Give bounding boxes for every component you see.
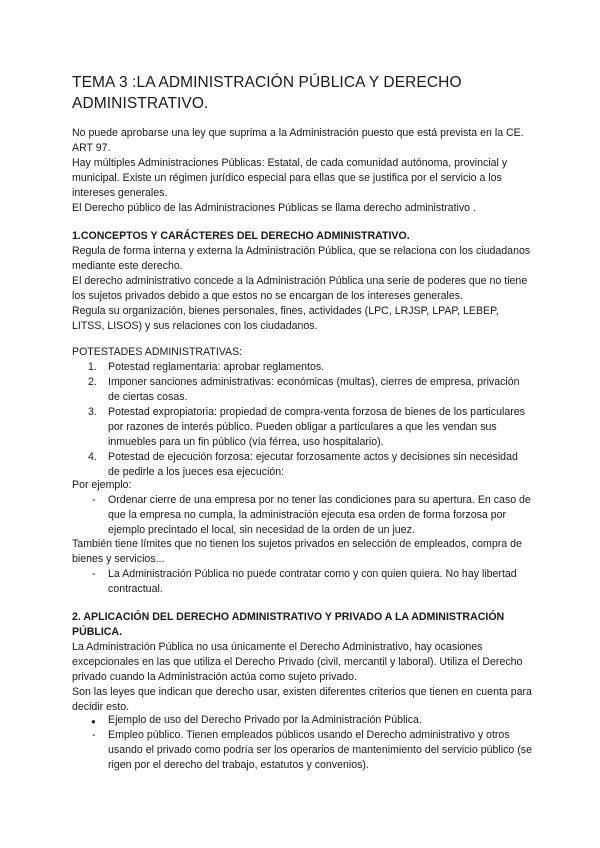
- section1-paragraph: El derecho administrativo concede a la Administración Pública una serie de poderes que no tiene los sujetos privados debido a que estos no se encargan de los intereses generales.: [72, 275, 528, 302]
- list-text: La Administración Pública no puede contratar como y con quien quiera. No hay libertad contractual.: [108, 568, 517, 595]
- list-text: Potestad expropiatoria: propiedad de compra-venta forzosa de bienes de los particulares por razones de interés público. Pueden obligar a particulares a que les vendan sus inmuebles para un fin público (vía férrea, uso hospitalario).: [108, 406, 525, 448]
- section1-body: [72, 244, 532, 334]
- list-text: Imponer sanciones administrativas: económicas (multas), cierres de empresa, privación de ciertas cosas.: [108, 376, 520, 403]
- limits-paragraph: También tiene límites que no tienen los sujetos privados en selección de empleados, compra de bienes y servicios...: [72, 538, 522, 565]
- list-item: [72, 405, 532, 450]
- potestades-heading: POTESTADES ADMINISTRATIVAS:: [72, 346, 243, 358]
- list-item: [72, 360, 532, 375]
- section1-paragraph: Regula su organización, bienes personales, fines, actividades (LPC, LRJSP, LPAP, LEBEP, LITSS, LISOS) y sus relaciones con los ciudadanos.: [72, 305, 499, 332]
- example-label: Por ejemplo:: [72, 479, 132, 491]
- potestades-list: [72, 360, 532, 480]
- section1-heading: 1.CONCEPTOS Y CARÁCTERES DEL DERECHO ADMINISTRATIVO.: [72, 230, 410, 242]
- example-list: [72, 493, 532, 538]
- section2-list: [72, 713, 532, 773]
- list-item: [72, 728, 532, 773]
- list-text: Potestad reglamentaria: aprobar reglamentos.: [108, 361, 325, 373]
- dash-mark: -: [92, 729, 96, 741]
- list-item: [72, 713, 532, 728]
- dash-mark: -: [92, 494, 96, 506]
- intro-block: [72, 126, 532, 216]
- intro-paragraph: El Derecho público de las Administraciones Públicas se llama derecho administrativo .: [72, 202, 476, 214]
- section2-heading: 2. APLICACIÓN DEL DERECHO ADMINISTRATIVO Y PRIVADO A LA ADMINISTRACIÓN PÚBLICA.: [72, 611, 505, 638]
- list-text: Potestad de ejecución forzosa: ejecutar forzosamente actos y decisiones sin necesidad de pedirle a los jueces esa ejecución:: [108, 451, 518, 478]
- list-text: Ordenar cierre de una empresa por no tener las condiciones para su apertura. En caso de que la empresa no cumpla, la administración ejecuta esa orden de forma forzosa por ejemplo precintado el local, sin necesidad de la orden de un juez.: [108, 494, 531, 536]
- list-item: [72, 493, 532, 538]
- list-item: [72, 450, 532, 480]
- section1-paragraph: Regula de forma interna y externa la Administración Pública, que se relaciona con los ciudadanos mediante este derecho.: [72, 245, 531, 272]
- list-number: 4.: [88, 451, 97, 463]
- list-number: 1.: [88, 361, 97, 373]
- list-number: 2.: [88, 376, 97, 388]
- list-item: [72, 567, 532, 597]
- bullet-mark: ●: [91, 717, 96, 726]
- limits-list: [72, 567, 532, 597]
- section2-paragraph: Son las leyes que indican que derecho usar, existen diferentes criterios que tienen en cuenta para decidir esto.: [72, 686, 532, 713]
- list-text: Empleo público. Tienen empleados públicos usando el Derecho administrativo y otros usando el privado como podría ser los operarios de mantenimiento del servicio público (se rigen por el derecho del trabajo, estatutos y convenios).: [108, 729, 532, 771]
- intro-paragraph: No puede aprobarse una ley que suprima a la Administración puesto que está prevista en la CE. ART 97.: [72, 127, 524, 154]
- section2-paragraph: La Administración Pública no usa únicamente el Derecho Administrativo, hay ocasiones excepcionales en las que utiliza el Derecho Privado (civil, mercantil y laboral). Utiliza el Derecho privado cuando la Administración actúa como sujeto privado.: [72, 641, 523, 683]
- intro-paragraph: Hay múltiples Administraciones Públicas: Estatal, de cada comunidad autónoma, provincial y municipal. Existe un régimen jurídico especial para ellas que se justifica por el servicio a los intereses generales.: [72, 157, 508, 199]
- page-title: TEMA 3 :LA ADMINISTRACIÓN PÚBLICA Y DERECHO ADMINISTRATIVO.: [72, 74, 462, 112]
- list-number: 3.: [88, 406, 97, 418]
- list-item: [72, 375, 532, 405]
- section2-body: [72, 640, 532, 715]
- dash-mark: -: [92, 568, 96, 580]
- list-text: Ejemplo de uso del Derecho Privado por la Administración Pública.: [108, 714, 422, 726]
